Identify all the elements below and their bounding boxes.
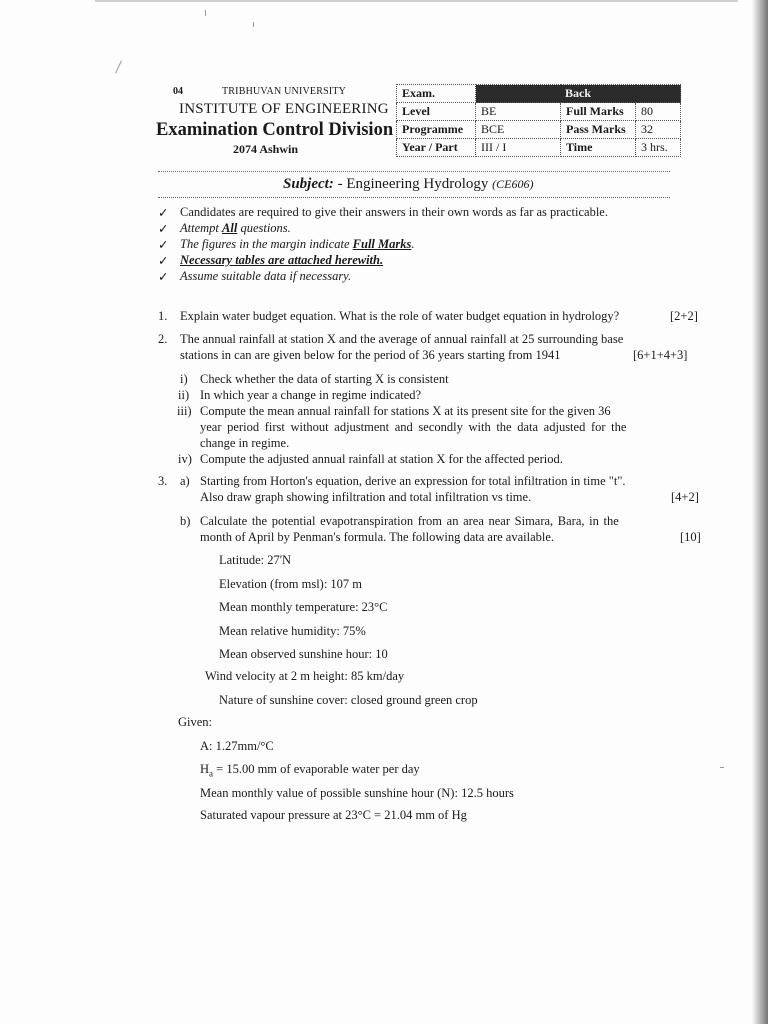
data-item: Elevation (from msl): 107 m — [219, 577, 363, 591]
pass-marks-label: Pass Marks — [561, 121, 636, 139]
exam-info-table — [396, 84, 681, 157]
question-text: The annual rainfall at station X and the average of annual rainfall at 25 surrounding base — [180, 332, 624, 346]
instruction-text — [180, 221, 291, 236]
question-number: 1. — [158, 309, 168, 323]
given-subscript: a — [209, 768, 214, 779]
exam-session: 2074 Ashwin — [233, 142, 299, 156]
question-number: 3. — [158, 474, 168, 488]
data-item: Latitude: 27'N — [219, 553, 292, 567]
data-item: Mean observed sunshine hour: 10 — [219, 647, 388, 661]
instruction-fragment: Attempt — [180, 221, 223, 235]
instruction-text: Necessary tables are attached herewith. — [180, 253, 384, 267]
scan-speck — [115, 60, 122, 73]
level-value: BE — [476, 103, 561, 121]
subquestion-number: iv) — [178, 452, 192, 466]
instruction-emphasis: Full Marks — [352, 237, 412, 251]
given-item: Mean monthly value of possible sunshine hour (N): 12.5 hours — [200, 786, 514, 800]
programme-value: BCE — [476, 121, 561, 139]
scan-speck — [253, 22, 254, 27]
pass-marks-value: 32 — [636, 121, 681, 139]
instruction-text — [180, 237, 415, 252]
institute-name: INSTITUTE OF ENGINEERING — [179, 101, 389, 117]
data-item: Mean relative humidity: 75% — [219, 624, 366, 638]
subquestion-number: a) — [180, 474, 190, 488]
marks-label: [2+2] — [670, 309, 698, 323]
subject-name: - Engineering Hydrology — [333, 176, 489, 192]
instruction-fragment: The figures in the margin indicate — [180, 237, 353, 251]
marks-label: [10] — [680, 530, 701, 544]
programme-label: Programme — [397, 121, 476, 139]
table-row — [397, 139, 681, 157]
marks-label: [4+2] — [671, 490, 699, 504]
given-symbol: H — [200, 762, 210, 776]
marks-label: [6+1+4+3] — [633, 348, 688, 362]
instruction-text: Candidates are required to give their answers in their own words as far as practicable. — [180, 205, 608, 219]
subquestion-number: b) — [180, 514, 191, 528]
scan-edge-shadow — [752, 0, 768, 1024]
given-text: = 15.00 mm of evaporable water per day — [213, 762, 420, 776]
subject-line — [283, 176, 533, 193]
subquestion-text: Compute the mean annual rainfall for stations X at its present site for the given 36 — [200, 404, 611, 418]
given-item: Saturated vapour pressure at 23°C = 21.04 mm of Hg — [200, 808, 467, 822]
exam-label: Exam. — [397, 85, 476, 103]
check-icon: ✓ — [158, 254, 169, 268]
subject-label: Subject: — [283, 176, 334, 192]
full-marks-value: 80 — [636, 103, 681, 121]
subquestion-text: Also draw graph showing infiltration and total infiltration vs time. — [200, 490, 532, 504]
division-name: Examination Control Division — [156, 120, 394, 140]
instruction-text: Assume suitable data if necessary. — [180, 269, 352, 283]
divider — [158, 197, 670, 198]
given-label: Given: — [178, 715, 213, 729]
given-item — [200, 762, 420, 779]
instruction-fragment: . — [411, 237, 415, 251]
scan-top-edge — [95, 0, 738, 2]
table-row — [397, 103, 681, 121]
instruction-fragment: questions. — [237, 221, 291, 235]
subject-code: (CE606) — [492, 177, 534, 191]
table-row — [397, 85, 681, 103]
scan-speck — [720, 767, 724, 768]
university-name: TRIBHUVAN UNIVERSITY — [222, 86, 347, 97]
subquestion-text: Calculate the potential evapotranspiration from an area near Simara, Bara, in the — [200, 514, 619, 528]
subquestion-number: ii) — [178, 388, 190, 402]
check-icon: ✓ — [158, 222, 169, 236]
level-label: Level — [397, 103, 476, 121]
subquestion-number: iii) — [177, 404, 192, 418]
question-number: 2. — [158, 332, 168, 346]
subquestion-text: Starting from Horton's equation, derive an expression for total infiltration in time "t". — [200, 474, 626, 488]
check-icon: ✓ — [158, 270, 169, 284]
given-item: A: 1.27mm/°C — [200, 739, 274, 753]
divider — [158, 171, 670, 172]
instruction-emphasis: All — [222, 221, 238, 235]
subquestion-text: month of April by Penman's formula. The following data are available. — [200, 530, 555, 544]
subquestion-text: change in regime. — [200, 436, 290, 450]
time-label: Time — [561, 139, 636, 157]
data-item: Wind velocity at 2 m height: 85 km/day — [205, 669, 405, 683]
data-item: Mean monthly temperature: 23°C — [219, 600, 388, 614]
check-icon: ✓ — [158, 238, 169, 252]
year-part-value: III / I — [476, 139, 561, 157]
subquestion-text: Check whether the data of starting X is consistent — [200, 372, 449, 386]
subquestion-text: Compute the adjusted annual rainfall at station X for the affected period. — [200, 452, 563, 466]
question-text: stations in can are given below for the period of 36 years starting from 1941 — [180, 348, 561, 362]
subquestion-text: year period first without adjustment and secondly with the data adjusted for the — [200, 420, 627, 434]
subquestion-text: In which year a change in regime indicated? — [200, 388, 422, 402]
year-part-label: Year / Part — [397, 139, 476, 157]
question-text: Explain water budget equation. What is the role of water budget equation in hydrology? — [180, 309, 620, 323]
data-item: Nature of sunshine cover: closed ground green crop — [219, 693, 478, 707]
subquestion-number: i) — [180, 372, 188, 386]
scan-speck — [205, 10, 206, 16]
check-icon: ✓ — [158, 206, 169, 220]
paper-code: 04 — [173, 86, 183, 97]
full-marks-label: Full Marks — [561, 103, 636, 121]
table-row — [397, 121, 681, 139]
time-value: 3 hrs. — [636, 139, 681, 157]
exam-value: Back — [476, 85, 681, 103]
